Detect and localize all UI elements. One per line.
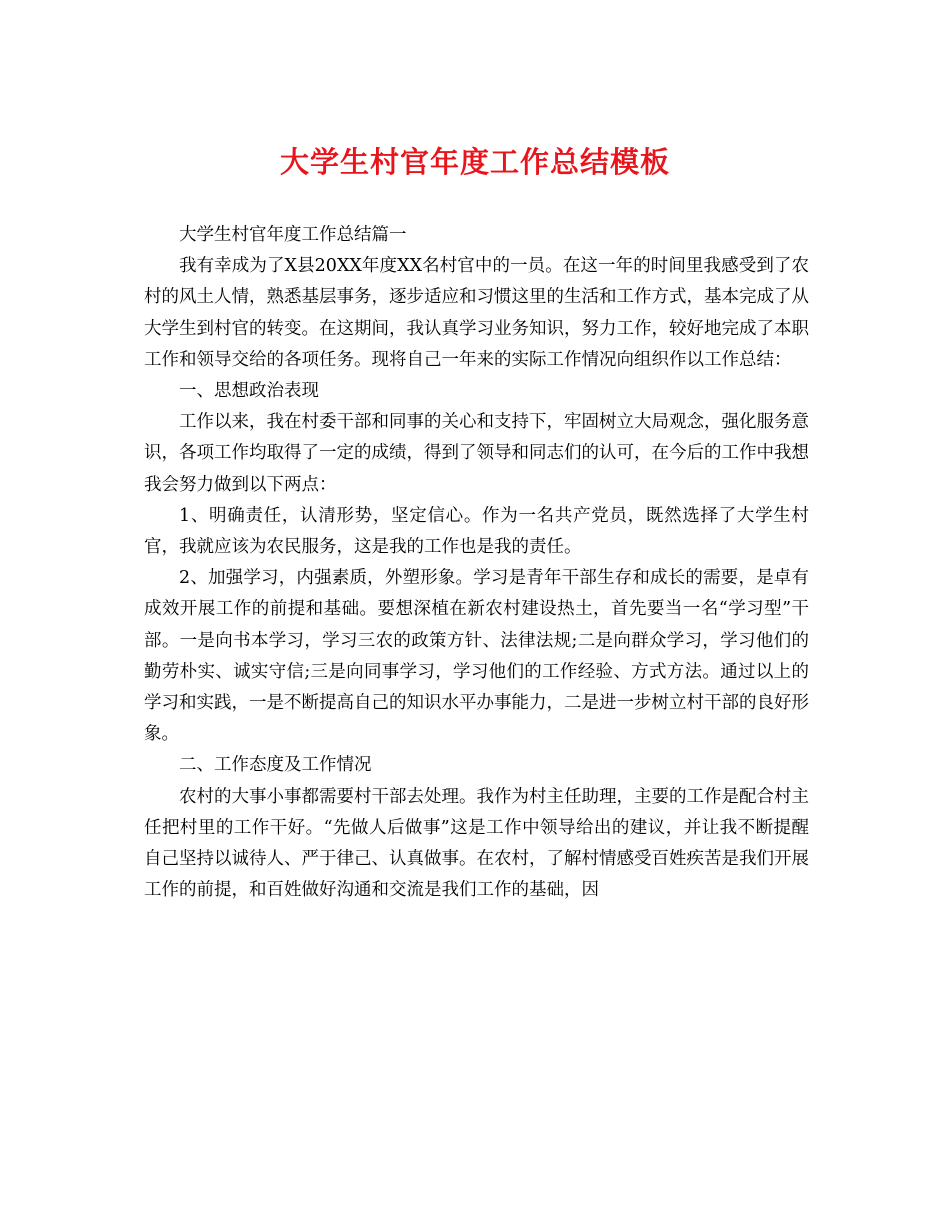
- document-title: 大学生村官年度工作总结模板: [279, 145, 670, 179]
- body-paragraph: 2、加强学习，内强素质，外塑形象。学习是青年干部生存和成长的需要，是卓有成效开展工作的前提和基础。要想深植在新农村建设热土，首先要当一名“学习型”干部。一是向书本学习，学习三农的政策方针、法律法规;二是向群众学习，学习他们的勤劳朴实、诚实守信;三是向同事学习，学习他们的工作经验、方式方法。通过以上的学习和实践，一是不断提高自己的知识水平办事能力，二是进一步树立村干部的良好形象。: [144, 568, 809, 745]
- body-paragraph: 1、明确责任，认清形势，坚定信心。作为一名共产党员，既然选择了大学生村官，我就应该为农民服务，这是我的工作也是我的责任。: [144, 505, 809, 558]
- section-heading: 大学生村官年度工作总结篇一: [179, 225, 407, 245]
- section-heading: 二、工作态度及工作情况: [179, 755, 372, 776]
- document-body: [144, 220, 809, 906]
- body-paragraph: 我有幸成为了X县20XX年度XX名村官中的一员。在这一年的时间里我感受到了农村的风土人情，熟悉基层事务，逐步适应和习惯这里的生活和工作方式，基本完成了从大学生到村官的转变。在这期间，我认真学习业务知识，努力工作，较好地完成了本职工作和领导交给的各项任务。现将自己一年来的实际工作情况向组织作以工作总结：: [144, 256, 809, 370]
- section-heading: 一、思想政治表现: [179, 381, 319, 402]
- body-paragraph: 工作以来，我在村委干部和同事的关心和支持下，牢固树立大局观念，强化服务意识，各项工作均取得了一定的成绩，得到了领导和同志们的认可，在今后的工作中我想我会努力做到以下两点：: [144, 412, 809, 495]
- body-paragraph: 农村的大事小事都需要村干部去处理。我作为村主任助理，主要的工作是配合村主任把村里的工作干好。“先做人后做事”这是工作中领导给出的建议，并让我不断提醒自己坚持以诚待人、严于律己、认真做事。在农村，了解村情感受百姓疾苦是我们开展工作的前提，和百姓做好沟通和交流是我们工作的基础，因: [144, 786, 809, 901]
